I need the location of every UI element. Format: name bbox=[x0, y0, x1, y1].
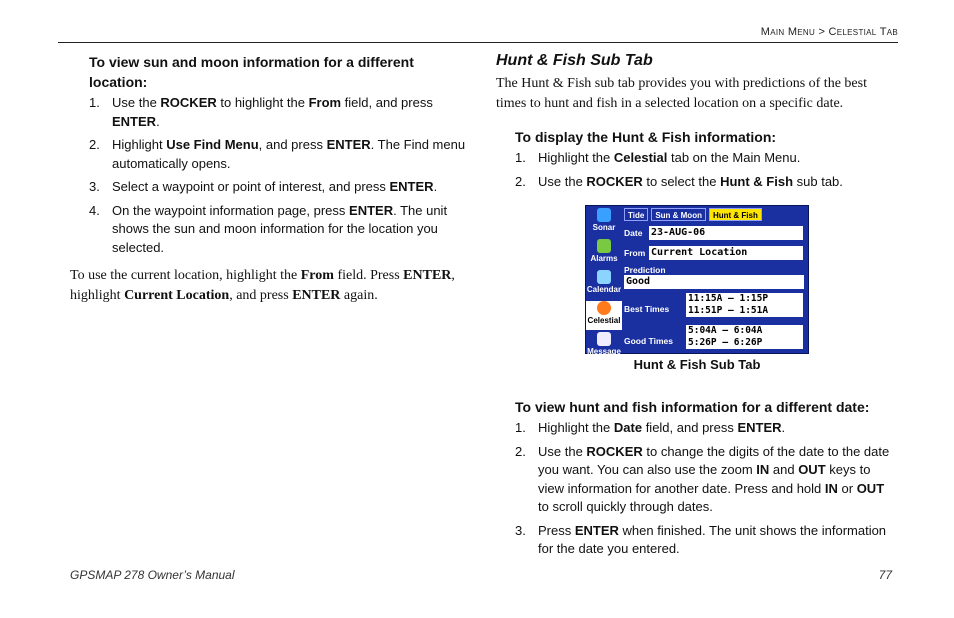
running-header bbox=[761, 26, 898, 38]
step-number: 1. bbox=[515, 150, 526, 165]
header-section: Main Menu bbox=[760, 26, 816, 38]
header-rule bbox=[58, 42, 898, 43]
step-number: 2. bbox=[515, 443, 526, 459]
celestial-icon bbox=[597, 301, 611, 315]
step-number: 2. bbox=[89, 137, 100, 152]
hunt-fish-pane bbox=[624, 208, 806, 351]
best-times-row bbox=[624, 293, 806, 316]
section-title: Hunt & Fish Sub Tab bbox=[496, 52, 653, 69]
device-screen-figure bbox=[585, 205, 809, 354]
footer-manual-title: GPSMAP 278 Owner’s Manual bbox=[70, 568, 235, 582]
list-item: 2. Use the ROCKER to change the digits of the date to the date you want. You can also use the zoom IN and OUT keys to view information for another date. Press and hold IN or OUT to scroll quickly through dates. bbox=[515, 443, 890, 514]
side-item-calendar[interactable]: Calendar bbox=[586, 270, 622, 299]
figure-caption: Hunt & Fish Sub Tab bbox=[633, 357, 761, 372]
good-times-label: Good Times bbox=[624, 336, 673, 346]
from-field[interactable]: Current Location bbox=[649, 246, 803, 260]
step-number: 1. bbox=[515, 420, 526, 435]
procedure-title-date: To view hunt and fish information for a different date: bbox=[515, 399, 870, 415]
sub-tabs bbox=[624, 208, 806, 221]
side-item-celestial[interactable]: Celestial bbox=[586, 301, 622, 330]
list-item: 1. Use the ROCKER to highlight the From field, and press ENTER. bbox=[89, 95, 433, 129]
list-item: 3. Select a waypoint or point of interest, and press ENTER. bbox=[70, 178, 475, 197]
left-column bbox=[70, 52, 475, 306]
side-item-alarms[interactable]: Alarms bbox=[586, 239, 622, 268]
prediction-label: Prediction bbox=[624, 265, 666, 275]
list-item: 1. Highlight the Date field, and press ENTER. bbox=[496, 419, 896, 438]
header-subsection: Celestial Tab bbox=[828, 26, 898, 38]
step-number: 3. bbox=[89, 179, 100, 194]
header-separator: > bbox=[818, 26, 826, 38]
from-label: From bbox=[624, 248, 646, 258]
list-item: 2. Use the ROCKER to select the Hunt & Fish sub tab. bbox=[496, 173, 896, 192]
right-column-lower bbox=[496, 397, 896, 564]
note-paragraph: To use the current location, highlight the From field. Press ENTER, highlight Current Location, and press ENTER again. bbox=[70, 268, 455, 303]
steps-list bbox=[70, 94, 475, 257]
step-number: 4. bbox=[89, 202, 100, 218]
tab-sun-moon[interactable]: Sun & Moon bbox=[651, 208, 706, 221]
step-number: 2. bbox=[515, 173, 526, 189]
best-times-field: 11:15A – 1:15P 11:51P – 1:51A bbox=[686, 293, 803, 317]
list-item: 4. On the waypoint information page, press ENTER. The unit shows the sun and moon information for the location you selected. bbox=[89, 202, 448, 255]
main-menu-sidebar bbox=[586, 206, 622, 356]
date-field[interactable]: 23-AUG-06 bbox=[649, 226, 803, 240]
right-column bbox=[496, 52, 896, 196]
procedure-title-display: To display the Hunt & Fish information: bbox=[515, 129, 777, 145]
message-icon bbox=[597, 332, 611, 346]
sonar-icon bbox=[597, 208, 611, 222]
best-times-label: Best Times bbox=[624, 304, 670, 314]
step-number: 3. bbox=[515, 522, 526, 538]
calendar-icon bbox=[597, 270, 611, 284]
step-number: 1. bbox=[89, 95, 100, 110]
from-row bbox=[624, 248, 806, 258]
prediction-row bbox=[624, 265, 806, 287]
steps-list-display bbox=[496, 149, 896, 191]
list-item: 2. Highlight Use Find Menu, and press ENTER. The Find menu automatically opens. bbox=[89, 137, 466, 171]
date-row bbox=[624, 228, 806, 238]
side-item-message[interactable]: Message bbox=[586, 332, 622, 361]
page-number: 77 bbox=[878, 568, 892, 582]
tab-tide[interactable]: Tide bbox=[624, 208, 648, 221]
list-item: 3. Press ENTER when finished. The unit shows the information for the date you entered. bbox=[515, 522, 887, 556]
side-item-sonar[interactable]: Sonar bbox=[586, 208, 622, 237]
tab-hunt-fish[interactable]: Hunt & Fish bbox=[709, 208, 762, 221]
intro-paragraph: The Hunt & Fish sub tab provides you with predictions of the best times to hunt and fish in a selected location on a specific date. bbox=[496, 76, 867, 111]
good-times-row bbox=[624, 325, 806, 348]
good-times-field: 5:04A – 6:04A 5:26P – 6:26P bbox=[686, 325, 803, 349]
procedure-title: To view sun and moon information for a different location: bbox=[89, 54, 414, 90]
alarm-icon bbox=[597, 239, 611, 253]
prediction-field: Good bbox=[624, 275, 804, 289]
steps-list-date bbox=[496, 419, 896, 559]
list-item: 1. Highlight the Celestial tab on the Main Menu. bbox=[496, 149, 896, 168]
date-label: Date bbox=[624, 228, 643, 238]
